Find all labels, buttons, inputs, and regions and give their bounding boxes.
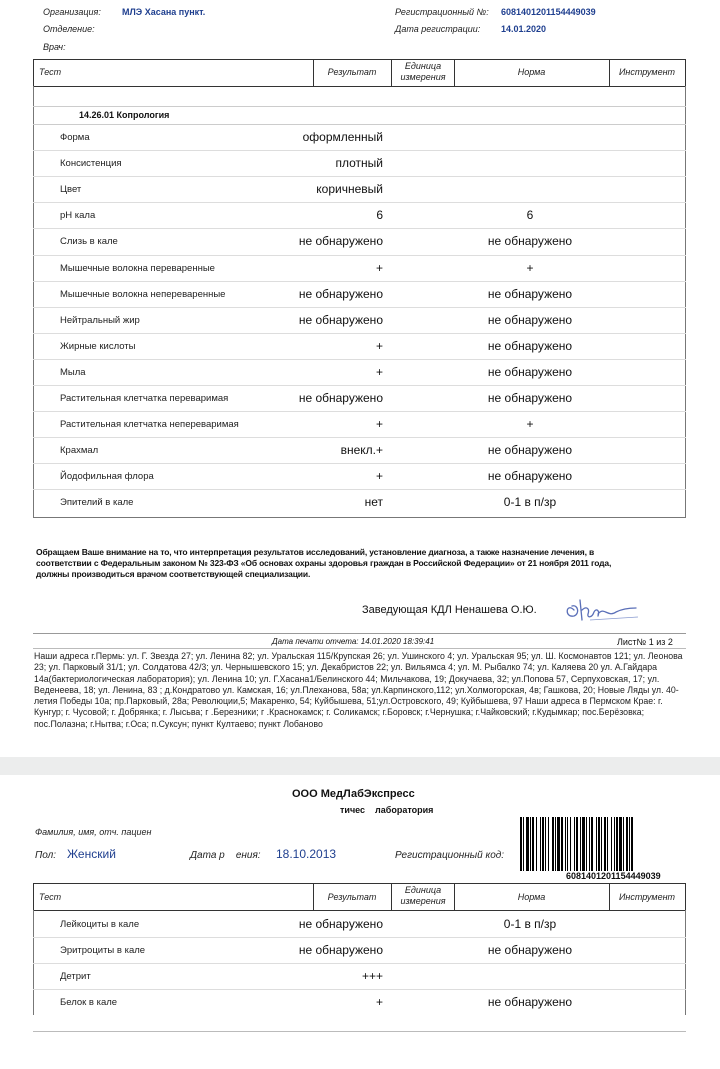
test-norm: не обнаружено [487,286,573,301]
barcode-bar [548,817,549,871]
dob-value: 18.10.2013 [276,847,337,861]
col-result: Результат [327,892,377,902]
test-result: коричневый [316,182,383,197]
org-label: Организация: [43,7,101,17]
test-name: Мышечные волокна переваренные [60,262,215,274]
barcode-bar [582,817,585,871]
col-norm: Норма [517,67,546,77]
row-divider [33,963,686,964]
barcode-bar [619,817,622,871]
test-norm: не обнаружено [487,443,573,458]
barcode-bar [542,817,544,871]
page-gap [0,757,720,775]
row-divider [33,281,686,282]
row-divider [33,333,686,334]
test-norm: не обнаружено [487,943,573,957]
barcode-bar [611,817,612,871]
test-name: Мышечные волокна непереваренные [60,288,226,300]
row-divider [33,385,686,386]
handwritten-signature [560,592,640,628]
test-norm: 6 [526,208,534,223]
barcode [518,817,686,873]
test-result: не обнаружено [298,391,383,405]
row-divider [33,176,686,177]
test-name: Растительная клетчатка переваримая [60,393,229,404]
reg-number-label: Регистрационный №: [395,7,489,17]
sex-label: Пол: [35,850,57,861]
sex-value: Женский [67,847,116,861]
col-result: Результат [327,67,377,77]
test-result: не обнаружено [298,234,383,249]
test-norm: не обнаружено [487,469,573,484]
barcode-bar [626,817,628,871]
test-norm: + [526,417,534,432]
barcode-bar [540,817,541,871]
barcode-bar [629,817,630,871]
test-result: не обнаружено [298,943,383,957]
test-name: Белок в кале [60,997,118,1008]
row-divider [33,411,686,412]
col-test: Тест [39,892,62,902]
barcode-bar [523,817,524,871]
test-result: +++ [361,969,383,983]
col-instrument: Инструмент [618,67,676,77]
barcode-bar [555,817,556,871]
barcode-bar [532,817,534,871]
test-norm: не обнаружено [487,391,573,405]
test-result: нет [364,495,383,510]
reg-date-value: 14.01.2020 [501,24,547,34]
test-result: внекл.+ [340,443,383,458]
test-name: Эритроциты в кале [60,945,146,956]
test-norm: не обнаружено [487,234,573,249]
barcode-bar [565,817,566,871]
barcode-bar [623,817,624,871]
barcode-bar [598,817,600,871]
barcode-bar [576,817,578,871]
test-result: + [375,260,383,275]
test-result: не обнаружено [298,286,383,301]
test-name: Детрит [60,971,91,982]
barcode-bar [586,817,587,871]
section-title: 14.26.01 Копрология [79,110,170,120]
barcode-bar [526,817,529,871]
test-name: Жирные кислоты [60,340,136,352]
doctor-label: Врач: [43,42,66,52]
row-divider [33,202,686,203]
test-norm: не обнаружено [487,338,573,353]
lab-name: тичес лаборатория [340,805,434,815]
test-norm: не обнаружено [487,312,573,327]
barcode-bar [614,817,615,871]
dob-label: Дата р ения: [190,850,261,861]
test-name: Цвет [60,184,82,196]
test-result: не обнаружено [298,917,383,931]
test-norm: + [526,260,534,275]
barcode-bar [552,817,554,871]
dept-label: Отделение: [43,24,95,34]
row-divider [33,489,686,490]
patient-name-label: Фамилия, имя, отч. пациен [35,827,152,837]
barcode-bar [570,817,571,871]
test-result: не обнаружено [298,312,383,327]
test-result: + [375,995,383,1009]
test-result: оформленный [302,130,383,144]
barcode-number: 6081401201154449039 [566,871,661,881]
test-norm: не обнаружено [487,364,573,379]
lab-addresses: Наши адреса г.Пермь: ул. Г. Звезда 27; ул. Ленина 82; ул. Уральская 115/Крупская 26; ул. Ушинского 4; ул. Уральская 95; ул. Ш. Космонавтов 121; ул. Леонова 23; ул. Парковый 31/1; ул. Солдатова 42/3; ул. Чернышевского 15; ул. Декабристов 22; ул. Вильямса 4; ул. М. Рыбалко 74; ул. Каляева 20 ул. А.Гайдара 14а(бактериологическая лаборатория); ул. Ленина 10; ул. Г.Хасана1/Белинского 44; Мильчакова, 19; Докучаева, 32; ул.Попова 57, Серпуховская, 17; ул. Веденеева, 18; ул. Ленина, 83 ; д.Кондратово ул. Камская, 16; ул.Плеханова, 58а; ул.Карпинского,112; ул.Холмогорская, 4в; Гашкова, 20; Новые Ляды ул. 40-летия Победы 10а; пр.Парковый, 28а; Революции,5; Макаренко, 54; Куйбышева, 51;ул.Островского, 49; Куйбышева, 97 Наши адреса в Пермском Крае: г. Кунгур; г. Чусовой; г. Добрянка; г. Лысьва; г .Березники; г .Краснокамск; г. Соликамск; г.Боровск; г.Чернушка; г.Чайковский; г.Кудымкар; пос.Берёзовка; пос.Полазна; г.Нытва; г.Оса; п.Суксун; пункт Култаево; пункт Лобаново [34,651,683,729]
barcode-bar [567,817,568,871]
row-divider [33,463,686,464]
barcode-bar [545,817,546,871]
head-signature-text: Заведующая КДЛ Ненашева О.Ю. [362,604,537,616]
col-test: Тест [39,67,62,77]
print-date: Дата печати отчета: 14.01.2020 18:39:41 [272,637,435,646]
test-name: Консистенция [60,158,122,170]
row-divider [33,307,686,308]
test-name: Нейтральный жир [60,314,140,326]
barcode-bar [596,817,597,871]
col-unit: Единица измерения [400,61,446,82]
test-norm: 0-1 в п/зр [503,495,557,510]
barcode-bar [574,817,575,871]
row-divider [33,989,686,990]
barcode-bar [589,817,590,871]
reg-code-label: Регистрационный код: [395,850,505,861]
test-result: + [375,364,383,379]
barcode-bar [616,817,618,871]
barcode-bar [580,817,581,871]
test-result: + [375,417,383,432]
col-unit: Единица измерения [400,885,446,906]
barcode-bar [561,817,563,871]
row-divider [33,437,686,438]
company-name: ООО МедЛабЭкспресс [292,788,415,800]
barcode-bar [604,817,606,871]
col-instrument: Инструмент [618,892,676,902]
report-page-2 [0,775,720,1069]
barcode-bar [607,817,608,871]
barcode-bar [530,817,531,871]
org-value: МЛЭ Хасана пункт. [122,7,206,17]
row-divider [33,937,686,938]
test-name: Крахмал [60,445,99,457]
barcode-bar [536,817,537,871]
barcode-bar [557,817,560,871]
barcode-bar [520,817,522,871]
test-norm: 0-1 в п/зр [503,917,557,931]
row-divider [33,359,686,360]
test-result: + [375,469,383,484]
test-name: Слизь в кале [60,236,118,248]
reg-number-value: 6081401201154449039 [501,7,596,17]
test-norm: не обнаружено [487,995,573,1009]
row-divider [33,150,686,151]
col-norm: Норма [517,892,546,902]
row-divider [33,228,686,229]
test-name: Форма [60,132,90,143]
reg-date-label: Дата регистрации: [395,24,481,34]
legal-notice: Обращаем Ваше внимание на то, что интерпретация результатов исследований, установление диагноза, а также назначение лечения, в соответствии с Федеральным законом № 323-ФЗ «Об основах охраны здоровья граждан в Российской Федерации» от 21 ноября 2011 года, должны производиться врачом соответствующей специализации. [36,547,612,579]
sheet-number: Лист№ 1 из 2 [617,637,673,647]
test-name: Эпителий в кале [60,497,134,509]
barcode-bar [631,817,633,871]
barcode-bar [591,817,593,871]
test-name: Лейкоциты в кале [60,919,140,930]
test-name: Йодофильная флора [60,471,154,483]
test-name: pH кала [60,210,96,222]
test-result: + [375,338,383,353]
test-result: плотный [335,156,383,171]
test-name: Растительная клетчатка непереваримая [60,419,239,431]
row-divider [33,255,686,256]
test-result: 6 [376,208,383,223]
test-name: Мыла [60,366,86,378]
barcode-bar [601,817,602,871]
